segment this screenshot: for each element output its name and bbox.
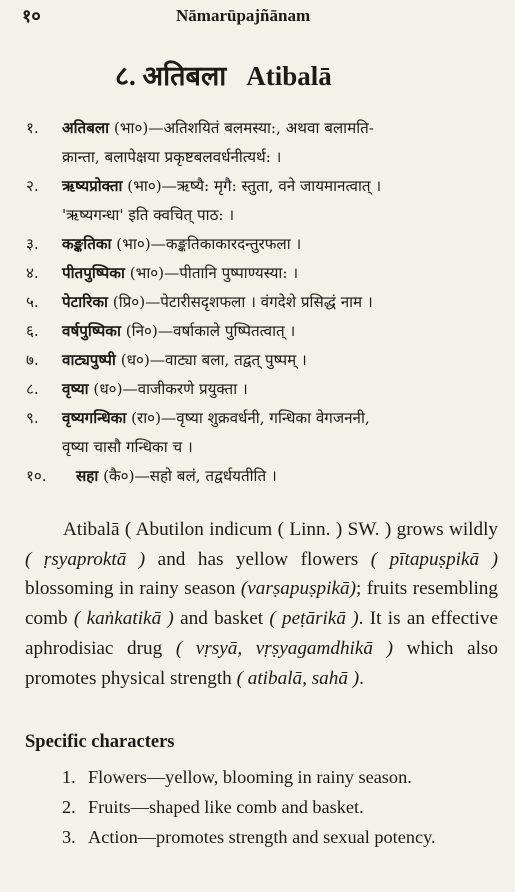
title-sanskrit: ८. अतिबला [115,61,227,91]
entry-number: १. [26,119,39,137]
para-term: (varṣapuṣpikā) [240,578,356,600]
entry-text: (रा०)—वृष्या शुक्रवर्धनी, गन्धिका वेगजननी, [126,409,370,427]
list-number: 1. [62,767,76,787]
para-term: ( vṛsyā, vṛṣyagamdhikā ) [175,637,393,659]
synonym-entry [26,375,504,404]
synonym-entry [26,404,504,462]
entry-head: ऋष्यप्रोक्ता [62,177,123,195]
synonym-entry [26,317,504,346]
entry-text: (नि०)—वर्षाकाले पुष्पितत्वात् । [120,322,296,340]
synonym-entry [26,230,504,259]
entry-continuation: क्रान्ता, बलापेक्षया प्रकृष्टबलवर्धनीत्यर्थ: । [62,148,282,166]
para-text: Atibalā ( Abutilon indicum ( Linn. ) SW. ) grows wildly [63,519,498,540]
para-text: ; fruits resembling comb [25,578,498,630]
entry-head: पीतपुष्पिका [62,264,125,282]
para-text: . [359,667,364,689]
list-number: 3. [62,827,76,847]
entry-number: ३. [26,235,39,253]
entry-text: (भा०)—ऋष्यै: मृगै: स्तुता, वने जायमानत्वात् । [122,177,382,195]
entry-head: वर्षपुष्पिका [62,322,121,340]
section-title [115,56,332,93]
entry-text: (कै०)—सहो बलं, तद्वर्धयतीति । [98,467,277,485]
synonym-entry [26,259,504,288]
para-term: ( ṛsyaproktā ) [25,548,146,570]
entry-head: सहा [76,467,99,485]
specific-characters-heading: Specific characters [25,732,175,752]
entry-head: वृष्या [62,380,89,398]
entry-head: अतिबला [62,119,110,137]
page-number: १० [22,6,41,27]
entry-number: ५. [26,293,39,311]
synonym-entry [26,288,504,317]
entry-number: १०. [26,467,47,485]
entry-head: वृष्यगन्धिका [62,409,127,427]
para-term: ( pītapuṣpikā ) [370,548,498,570]
list-item [62,792,500,822]
synonym-entry [26,114,504,172]
para-term: ( kaṅkatikā ) [73,608,174,630]
entry-text: (ध०)—वाट्या बला, तद्वत् पुष्पम् । [115,351,307,369]
entry-number: ७. [26,351,39,369]
description-paragraph [25,515,498,693]
entry-text: (भा०)—कङ्कतिकाकारदन्तुरफला । [111,235,302,253]
list-text: Flowers—yellow, blooming in rainy season. [88,767,412,787]
para-text: . It is an effective aphrodisiac drug [25,608,498,659]
para-text: blossoming in rainy season [25,578,241,600]
running-head: Nāmarūpajñānam [176,6,311,25]
synonym-entry [26,346,504,375]
title-english: Atibalā [246,61,332,91]
list-text: Fruits—shaped like comb and basket. [88,797,364,817]
entry-head: पेटारिका [62,293,108,311]
entry-head: कङ्कतिका [62,235,112,253]
synonym-list [26,114,504,491]
entry-text: (भा०)—पीतानि पुष्पाण्यस्या: । [124,264,299,282]
para-text: and has yellow flowers [145,548,371,570]
list-item [62,762,500,792]
entry-number: ८. [26,380,39,398]
list-text: Action—promotes strength and sexual potency. [88,827,436,847]
list-number: 2. [62,797,76,817]
synonym-entry [26,462,504,491]
entry-text: (ध०)—वाजीकरणे प्रयुक्ता । [88,380,248,398]
synonym-entry [26,172,504,230]
entry-number: ९. [26,409,39,427]
entry-number: ४. [26,264,39,282]
entry-number: ६. [26,322,39,340]
entry-continuation: 'ऋष्यगन्धा' इति क्वचित् पाठ: । [62,206,235,224]
entry-text: (प्रि०)—पेटारीसदृशफला । वंगदेशे प्रसिद्धं नाम । [107,293,373,311]
para-term: ( atibalā, sahā ) [236,667,360,689]
specific-characters-list [62,762,500,852]
list-item [62,822,500,852]
para-text: which also promotes physical strength [25,637,498,689]
para-term: ( peṭārikā ) [269,608,359,630]
entry-head: वाट्यपुष्पी [62,351,116,369]
entry-text: (भा०)—अतिशयितं बलमस्या:, अथवा बलामति- [109,119,374,137]
entry-number: २. [26,177,39,195]
entry-continuation: वृष्या चासौ गन्धिका च । [62,438,193,456]
para-text: and basket [173,608,270,630]
